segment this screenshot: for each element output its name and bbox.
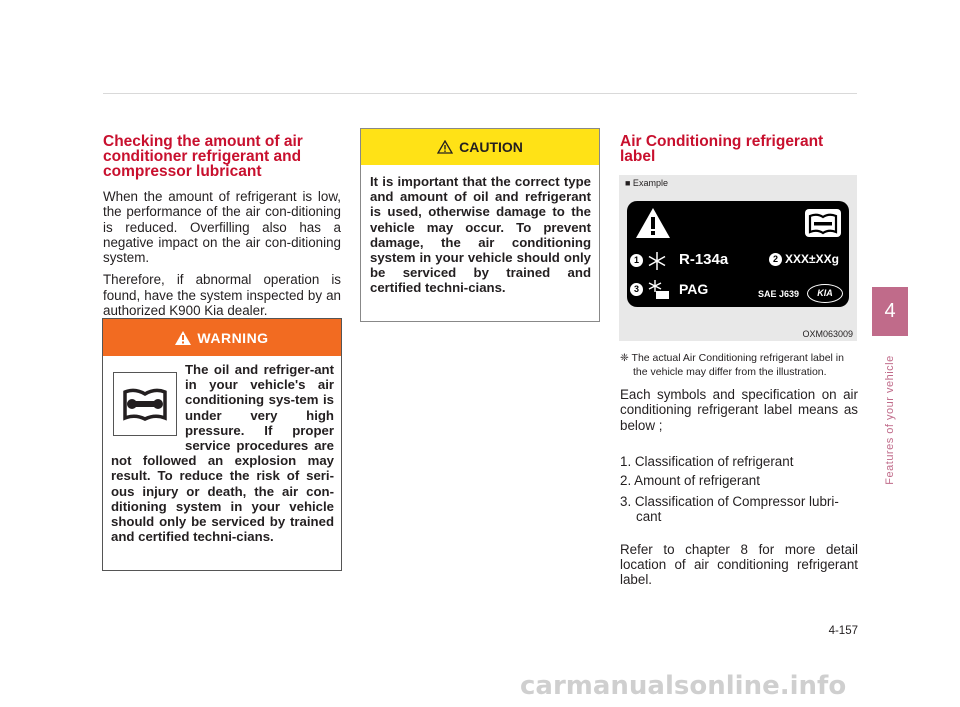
list-item-continuation: cant xyxy=(636,508,662,524)
list-item: 1. Classification of refrigerant xyxy=(620,453,794,469)
sae-standard: SAE J639 xyxy=(758,289,800,299)
chapter-tab: 4 xyxy=(872,287,908,336)
figure-code: OXM063009 xyxy=(802,329,853,339)
service-manual-icon xyxy=(805,209,841,237)
kia-logo: KIA xyxy=(807,284,843,303)
section-heading-checking xyxy=(103,134,341,179)
warning-box xyxy=(102,318,342,571)
illustration-note: ❈ The actual Air Conditioning refrigerant label in the vehicle may differ from the illustration. xyxy=(620,352,844,378)
list-item: 2. Amount of refrigerant xyxy=(620,473,760,489)
heading-line: Checking the amount of air xyxy=(103,133,303,150)
heading-line: Air Conditioning refrigerant xyxy=(620,133,824,150)
right-column-heading xyxy=(620,134,858,164)
section-side-text: Features of your vehicle xyxy=(884,355,896,485)
oil-can-icon xyxy=(647,279,671,301)
warning-triangle-icon xyxy=(635,207,671,239)
warning-text: The oil and refriger-ant in your vehicle's air conditioning sys-tem is under very high pressure. If proper service procedures are not followed an explosion may result. To reduce the risk of seri-ous injury or death, the air con-ditioning system in your vehicle should only be serviced by trained and certified techni-cians. xyxy=(111,362,334,545)
paragraph-refrigerant-low: When the amount of refrigerant is low, the performance of the air con-ditioning is reduced. Overfilling also has a negative impact on the air con-ditioning system. xyxy=(103,189,341,266)
example-caption: ■ Example xyxy=(625,178,668,188)
caution-title: CAUTION xyxy=(459,139,523,155)
right-column-body xyxy=(620,352,858,588)
paragraph-refer-chapter: Refer to chapter 8 for more detail location of air conditioning refrigerant label. xyxy=(620,541,858,588)
spec-list xyxy=(620,452,858,524)
list-item: 3. Classification of Compressor lubri- xyxy=(620,493,839,509)
paragraph-symbols-intro: Each symbols and specification on air conditioning refrigerant label means as below ; xyxy=(620,387,858,433)
callout-2: 2 xyxy=(769,253,782,266)
callout-1: 1 xyxy=(630,254,643,267)
section-side-label xyxy=(870,345,910,495)
snowflake-icon xyxy=(647,251,667,271)
heading-line: label xyxy=(620,148,656,165)
paragraph-inspection: Therefore, if abnormal operation is found, have the system inspected by an authorized K900 Kia dealer. xyxy=(103,272,341,319)
watermark: carmanualsonline.info xyxy=(520,671,847,701)
refrigerant-label-figure xyxy=(619,175,857,341)
warning-body xyxy=(103,356,341,544)
caution-triangle-icon xyxy=(437,140,453,154)
heading-line: conditioner refrigerant and xyxy=(103,148,302,165)
callout-3: 3 xyxy=(630,283,643,296)
warning-header xyxy=(103,319,341,356)
warning-title: WARNING xyxy=(197,329,269,346)
top-rule xyxy=(103,93,857,94)
service-manual-icon xyxy=(113,372,177,436)
warning-triangle-icon xyxy=(175,331,191,345)
page-number: 4-157 xyxy=(828,625,858,637)
caution-text: It is important that the correct type and amount of oil and refrigerant is used, otherwise damage to the vehicle may occur. To prevent damage, the air conditioning system in your vehicle should only be serviced by trained and certified techni-cians. xyxy=(370,174,591,296)
left-column xyxy=(103,134,341,318)
section-heading-label xyxy=(620,134,858,164)
lubricant-type: PAG xyxy=(679,281,709,297)
refrigerant-amount: XXX±XXg xyxy=(785,252,839,266)
heading-line: compressor lubricant xyxy=(103,163,262,180)
refrigerant-label-card xyxy=(627,201,849,307)
caution-box xyxy=(360,128,600,322)
refrigerant-type: R-134a xyxy=(679,251,729,268)
caution-header xyxy=(361,129,599,165)
